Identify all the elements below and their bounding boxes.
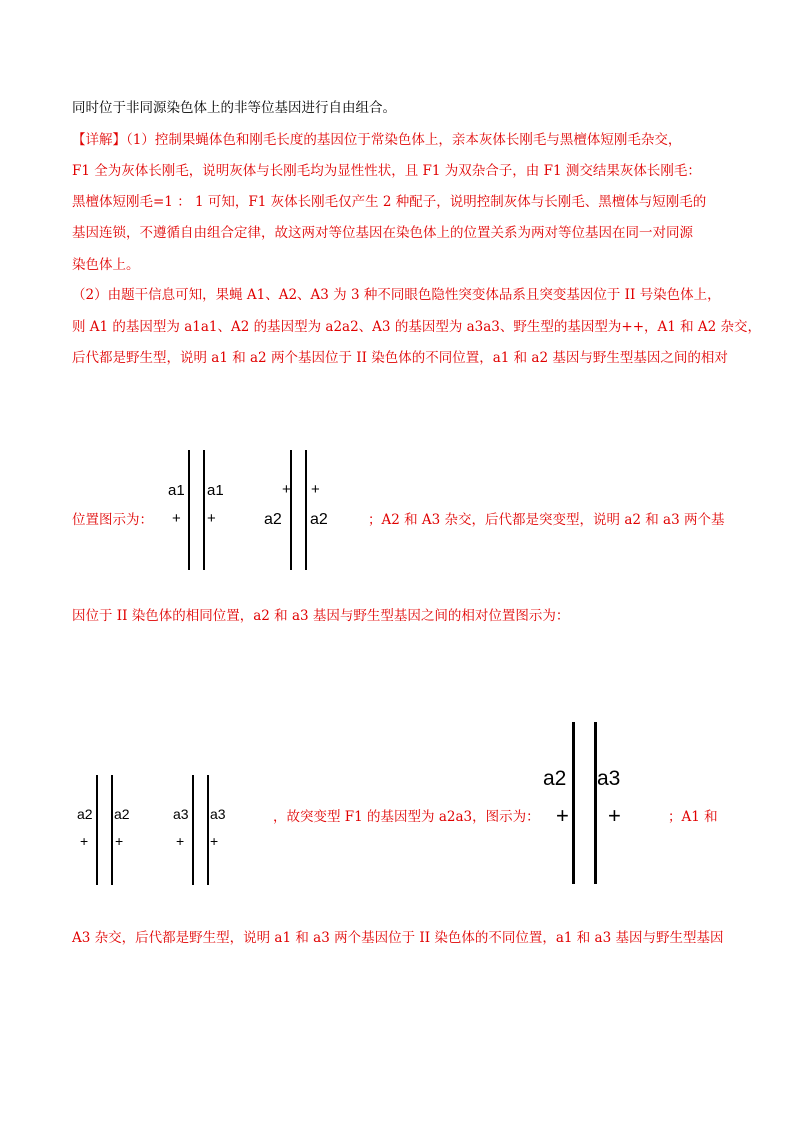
allele-label: + [80, 833, 89, 849]
row1-suffix: ；A2 和 A3 杂交，后代都是突变型，说明 a2 和 a3 两个基 [368, 512, 725, 528]
allele-label: + [311, 481, 320, 498]
allele-label: a3 [173, 806, 189, 822]
text-line-9: 后代都是野生型，说明 a1 和 a2 两个基因位于 II 染色体的不同位置，a1 和 a2 基因与野生型基因之间的相对 [72, 350, 728, 366]
allele-label: a1 [168, 482, 185, 499]
text-line-6: 染色体上。 [72, 257, 140, 273]
text-line-2-content: （1）控制果蝇体色和刚毛长度的基因位于常染色体上，亲本灰体长刚毛与黑檀体短刚毛杂交， [126, 132, 682, 148]
text-line-after-row1: 因位于 II 染色体的相同位置，a2 和 a3 基因与野生型基因之间的相对位置图示为： [72, 608, 570, 624]
chromosome-line [594, 722, 597, 884]
chromosome-line [203, 450, 205, 570]
allele-label: + [207, 510, 216, 527]
allele-label: a1 [207, 482, 224, 499]
allele-label: + [556, 803, 569, 828]
allele-label: + [210, 833, 219, 849]
chromosome-line [305, 450, 307, 570]
row2-suffix: ；A1 和 [668, 809, 718, 825]
allele-label: a3 [597, 767, 621, 790]
text-line-7: （2）由题干信息可知，果蝇 A1、A2、A3 为 3 种不同眼色隐性突变体品系且突变基因位于 II 号染色体上， [72, 287, 721, 303]
allele-label: + [608, 803, 621, 828]
chromosome-line [290, 450, 292, 570]
row1-prefix: 位置图示为： [72, 512, 153, 528]
allele-label: a2 [543, 767, 567, 790]
allele-label: + [176, 833, 185, 849]
text-line-8: 则 A1 的基因型为 a1a1、A2 的基因型为 a2a2、A3 的基因型为 a3a3、野生型的基因型为++，A1 和 A2 杂交， [72, 319, 762, 335]
text-line-3: F1 全为灰体长刚毛，说明灰体与长刚毛均为显性性状，且 F1 为双杂合子，由 F1 测交结果灰体长刚毛： [72, 163, 701, 179]
allele-label: a2 [77, 806, 93, 822]
text-line-2 [72, 130, 681, 150]
text-line-1: 同时位于非同源染色体上的非等位基因进行自由组合。 [72, 100, 396, 116]
allele-label: + [282, 481, 291, 498]
chromosome-line [192, 775, 194, 885]
allele-label: a2 [264, 511, 282, 528]
allele-label: a2 [114, 806, 130, 822]
chromosome-line [111, 775, 113, 885]
chromosome-line [188, 450, 190, 570]
allele-label: a3 [210, 806, 226, 822]
text-line-5: 基因连锁，不遵循自由组合定律，故这两对等位基因在染色体上的位置关系为两对等位基因在同一对同源 [72, 225, 693, 241]
allele-label: a2 [310, 511, 328, 528]
row2-middle-text: ，故突变型 F1 的基因型为 a2a3，图示为： [273, 809, 540, 825]
text-last-line: A3 杂交，后代都是野生型，说明 a1 和 a3 两个基因位于 II 染色体的不同位置，a1 和 a3 基因与野生型基因 [72, 930, 724, 946]
chromosome-line [207, 775, 209, 885]
chromosome-line [572, 722, 575, 884]
allele-label: + [172, 510, 181, 527]
text-line-4: 黑檀体短刚毛=1 ： 1 可知，F1 灰体长刚毛仅产生 2 种配子，说明控制灰体与长刚毛、黑檀体与短刚毛的 [72, 194, 707, 210]
chromosome-line [96, 775, 98, 885]
allele-label: + [115, 833, 124, 849]
detail-tag: 【详解】 [72, 132, 126, 148]
